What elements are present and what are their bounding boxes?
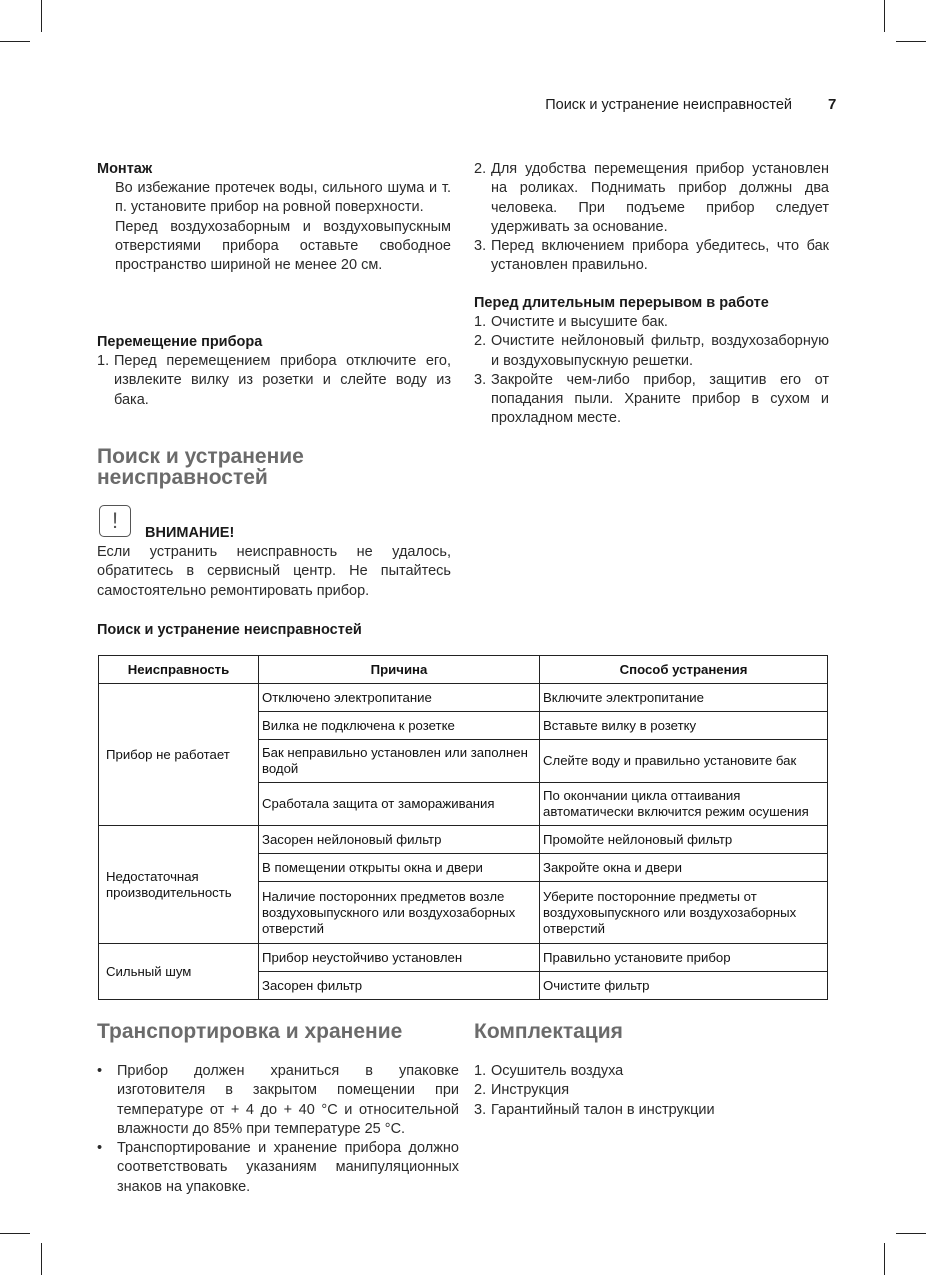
- kit-section: [474, 1021, 829, 1120]
- column-header: Причина: [259, 656, 540, 684]
- list-item: 3. Гарантийный талон в инструкции: [474, 1101, 715, 1118]
- warning-text-block: [97, 543, 451, 601]
- cause-cell: Засорен нейлоновый фильтр: [259, 826, 540, 854]
- remedy-cell: Очистите фильтр: [540, 972, 828, 1000]
- warning-text: Если устранить неисправность не удалось, обратитесь в сервисный центр. Не пытайтесь самостоятельно ремонтировать прибор.: [97, 544, 451, 599]
- crop-mark: [884, 1243, 885, 1275]
- fault-cell: Сильный шум: [99, 944, 259, 1000]
- table-row: [99, 944, 828, 972]
- remedy-cell: Вставьте вилку в розетку: [540, 712, 828, 740]
- moving-heading: Перемещение прибора: [97, 334, 263, 350]
- cause-cell: Отключено электропитание: [259, 684, 540, 712]
- montazh-paragraph: Перед воздухозаборным и воздуховыпускным отверстиями прибора оставьте свободное пространство шириной не менее 20 см.: [115, 218, 451, 274]
- crop-mark: [41, 1243, 42, 1275]
- remedy-cell: Промойте нейлоновый фильтр: [540, 826, 828, 854]
- transport-section: [97, 1021, 459, 1197]
- fault-cell: Недостаточная производительность: [99, 826, 259, 944]
- moving-continued: [474, 160, 829, 276]
- kit-heading: Комплектация: [474, 1020, 623, 1043]
- list-item: 3. Перед включением прибора убедитесь, что бак установлен правильно.: [474, 238, 829, 274]
- list-item: 1. Перед перемещением прибора отключите его, извлеките вилку из розетки и слейте воду из бака.: [97, 353, 451, 408]
- cause-cell: Сработала защита от замораживания: [259, 783, 540, 826]
- list-item: 2. Очистите нейлоновый фильтр, воздухозаборную и воздуховыпускную решетки.: [474, 333, 829, 369]
- montazh-section: [97, 160, 451, 275]
- cause-cell: Наличие посторонних предметов возле воздуховыпускного или воздухозаборных отверстий: [259, 882, 540, 944]
- cause-cell: Прибор неустойчиво установлен: [259, 944, 540, 972]
- cause-cell: Засорен фильтр: [259, 972, 540, 1000]
- warning-icon: !: [99, 505, 131, 537]
- page-number: 7: [828, 96, 837, 113]
- troubleshooting-table: [98, 655, 828, 1000]
- troubleshooting-heading: Поиск и устранение неисправностей: [97, 445, 304, 489]
- crop-mark: [0, 1233, 30, 1234]
- table-heading: Поиск и устранение неисправностей: [97, 622, 362, 638]
- long-break-section: [474, 294, 829, 429]
- column-header: Способ устранения: [540, 656, 828, 684]
- remedy-cell: Правильно установите прибор: [540, 944, 828, 972]
- fault-cell: Прибор не работает: [99, 684, 259, 826]
- long-break-heading: Перед длительным перерывом в работе: [474, 295, 769, 311]
- list-item: • Транспортирование и хранение прибора должно соответствовать указаниям манипуляционных знаков на упаковке.: [97, 1140, 459, 1195]
- cause-cell: Бак неправильно установлен или заполнен водой: [259, 740, 540, 783]
- list-item: 2. Инструкция: [474, 1082, 570, 1099]
- crop-mark: [41, 0, 42, 32]
- table-header-row: [99, 656, 828, 684]
- montazh-paragraph: Во избежание протечек воды, сильного шума и т. п. установите прибор на ровной поверхности.: [115, 180, 451, 216]
- cause-cell: Вилка не подключена к розетке: [259, 712, 540, 740]
- list-item: • Прибор должен храниться в упаковке изготовителя в закрытом помещении при температуре от + 4 до + 40 °С и относительной влажности до 85% при температуре 25 °С.: [97, 1063, 459, 1137]
- transport-heading: Транспортировка и хранение: [97, 1020, 403, 1043]
- remedy-cell: Уберите посторонние предметы от воздуховыпускного или воздухозаборных отверстий: [540, 882, 828, 944]
- table-row: [99, 826, 828, 854]
- remedy-cell: Включите электропитание: [540, 684, 828, 712]
- list-item: 1. Осушитель воздуха: [474, 1063, 624, 1079]
- crop-mark: [884, 0, 885, 32]
- moving-section: [97, 333, 451, 410]
- table-row: [99, 684, 828, 712]
- list-item: 1. Очистите и высушите бак.: [474, 314, 668, 330]
- remedy-cell: По окончании цикла оттаивания автоматически включится режим осушения: [540, 783, 828, 826]
- list-item: 2. Для удобства перемещения прибор установлен на роликах. Поднимать прибор должны два человека. При подъеме прибор следует удерживать за основание.: [474, 161, 829, 235]
- remedy-cell: Закройте окна и двери: [540, 854, 828, 882]
- crop-mark: [896, 41, 926, 42]
- column-header: Неисправность: [99, 656, 259, 684]
- remedy-cell: Слейте воду и правильно установите бак: [540, 740, 828, 783]
- cause-cell: В помещении открыты окна и двери: [259, 854, 540, 882]
- montazh-heading: Монтаж: [97, 161, 153, 177]
- running-header: Поиск и устранение неисправностей: [545, 97, 792, 113]
- warning-title: ВНИМАНИЕ!: [145, 525, 235, 541]
- crop-mark: [896, 1233, 926, 1234]
- table-heading-block: [97, 621, 517, 640]
- list-item: 3. Закройте чем-либо прибор, защитив его от попадания пыли. Храните прибор в сухом и прохладном месте.: [474, 371, 829, 427]
- crop-mark: [0, 41, 30, 42]
